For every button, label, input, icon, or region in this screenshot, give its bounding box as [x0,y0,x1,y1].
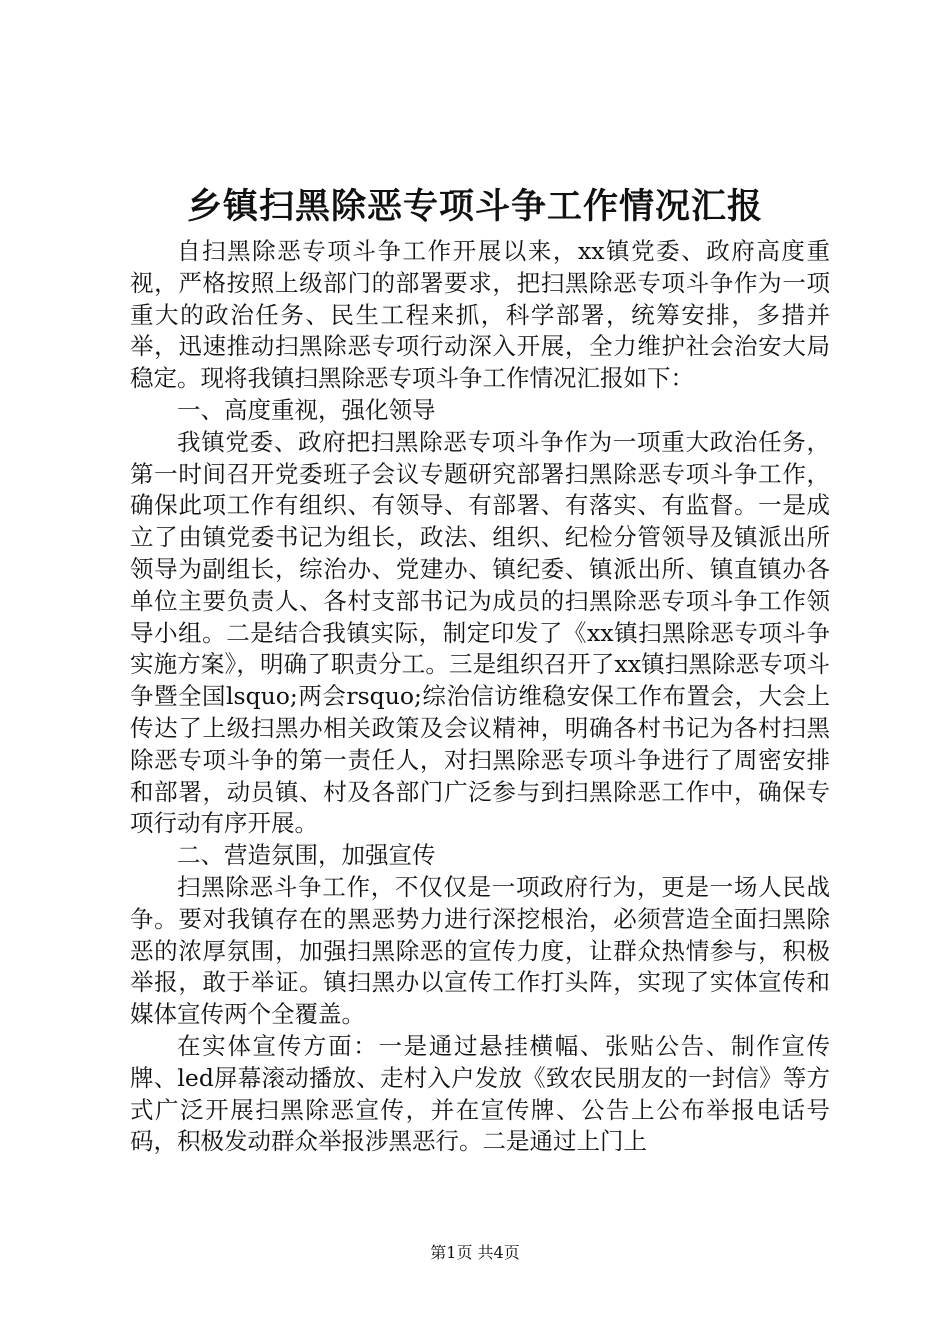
page-number-footer: 第1页 共4页 [430,1243,520,1262]
paragraph-physical-publicity: 在实体宣传方面：一是通过悬挂横幅、张贴公告、制作宣传牌、led屏幕滚动播放、走村入户发放《致农民朋友的一封信》等方式广泛开展扫黑除恶宣传，并在宣传牌、公告上公布举报电话号码，积极发动群众举报涉黑恶行。二是通过上门上 [130,1031,830,1156]
section-heading-2: 二、营造氛围，加强宣传 [177,841,436,870]
document-body [130,236,830,1158]
document-title: 乡镇扫黑除恶专项斗争工作情况汇报 [186,186,763,227]
paragraph-intro: 自扫黑除恶专项斗争工作开展以来，xx镇党委、政府高度重视，严格按照上级部门的部署要求，把扫黑除恶专项斗争作为一项重大的政治任务、民生工程来抓，科学部署，统筹安排，多措并举，迅速推动扫黑除恶专项行动深入开展，全力维护社会治安大局稳定。现将我镇扫黑除恶专项斗争工作情况汇报如下： [130,237,830,393]
paragraph-leadership: 我镇党委、政府把扫黑除恶专项斗争作为一项重大政治任务，第一时间召开党委班子会议专题研究部署扫黑除恶专项斗争工作，确保此项工作有组织、有领导、有部署、有落实、有监督。一是成立了由镇党委书记为组长，政法、组织、纪检分管领导及镇派出所领导为副组长，综治办、党建办、镇纪委、镇派出所、镇直镇办各单位主要负责人、各村支部书记为成员的扫黑除恶专项斗争工作领导小组。二是结合我镇实际，制定印发了《xx镇扫黑除恶专项斗争实施方案》，明确了职责分工。三是组织召开了xx镇扫黑除恶专项斗争暨全国lsquo;两会rsquo;综治信访维稳安保工作布置会，大会上传达了上级扫黑办相关政策及会议精神，明确各村书记为各村扫黑除恶专项斗争的第一责任人，对扫黑除恶专项斗争进行了周密安排和部署，动员镇、村及各部门广泛参与到扫黑除恶工作中，确保专项行动有序开展。 [130,427,830,838]
paragraph-publicity: 扫黑除恶斗争工作，不仅仅是一项政府行为，更是一场人民战争。要对我镇存在的黑恶势力进行深挖根治，必须营造全面扫黑除恶的浓厚氛围，加强扫黑除恶的宣传力度，让群众热情参与，积极举报，敢于举证。镇扫黑办以宣传工作打头阵，实现了实体宣传和媒体宣传两个全覆盖。 [130,872,830,1029]
section-heading-1: 一、高度重视，强化领导 [177,395,436,424]
